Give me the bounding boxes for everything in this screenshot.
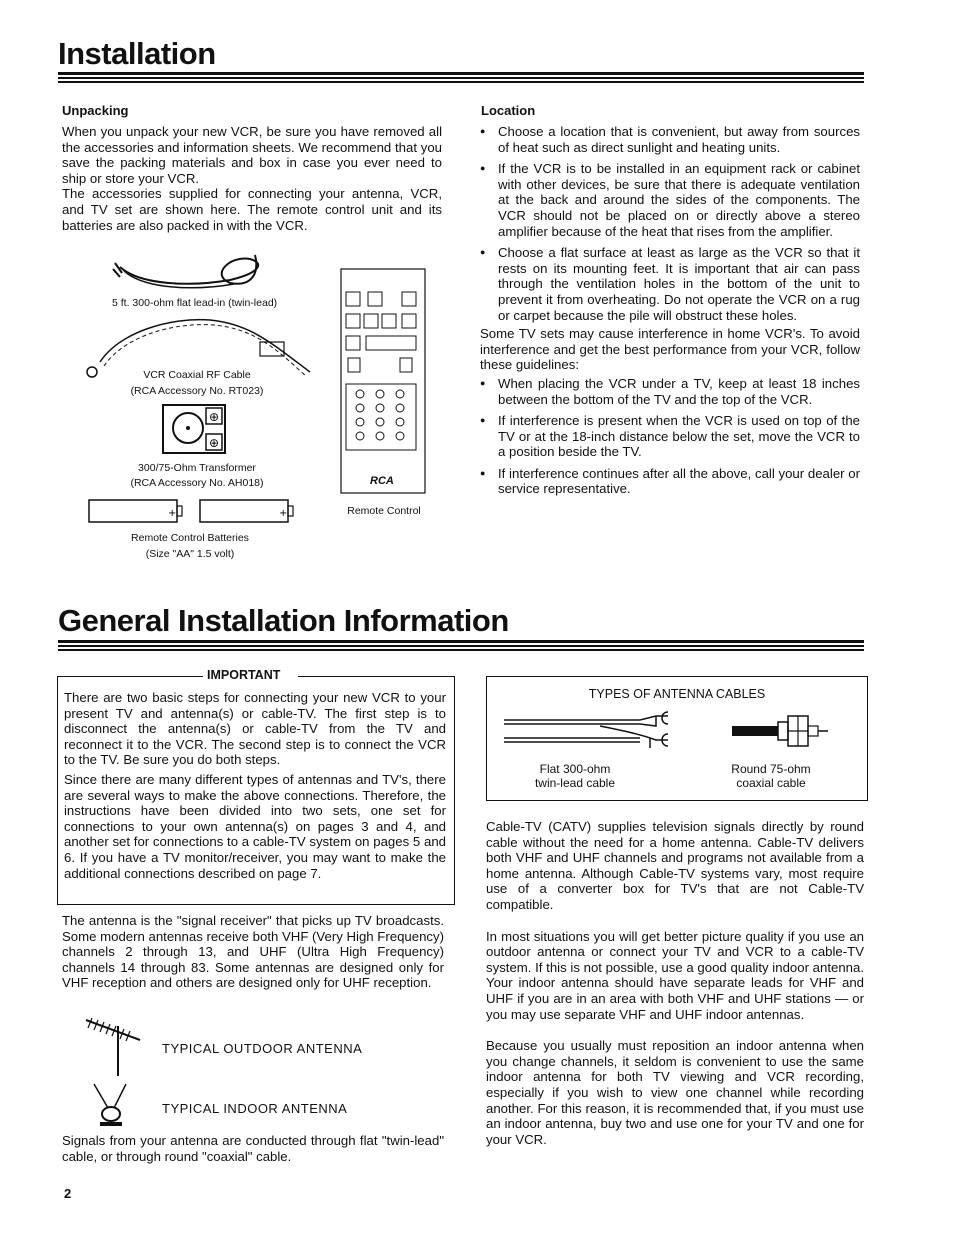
important-text [64, 690, 446, 881]
flat-cable-caption-1: Flat 300-ohm [539, 762, 611, 776]
list-item: ● If interference continues after all the above, call your dealer or service representative. [480, 466, 860, 497]
section-title-installation: Installation [58, 36, 216, 71]
transformer-caption-2: (RCA Accessory No. AH018) [130, 477, 264, 489]
signals-text [62, 1133, 444, 1164]
right-paragraph: Because you usually must reposition an indoor antenna when you change channels, it seldom is convenient to use the same indoor antenna for both TV viewing and VCR recording, especially if you wish to view one channel while recording another. For this reason, it is recommended that, if you must use an indoor antenna, buy two and use one for your TV and one for your VCR. [486, 1038, 864, 1147]
twin-lead-illustration [110, 245, 270, 295]
coax-caption-1: VCR Coaxial RF Cable [143, 369, 251, 381]
important-paragraph: Since there are many different types of antennas and TV's, there are several ways to make the above connections. Therefore, the instructions have been divided into two sets, one set for connections to your own antenna(s) on pages 3 and 4, and another set for connections to a cable-TV system on pages 5 and 6. If you have a TV monitor/receiver, you may want to make the additional connections described on page 7. [64, 771, 446, 881]
flat-cable-caption-2: twin-lead cable [534, 776, 616, 790]
title-rule [58, 640, 864, 655]
antenna-text [62, 913, 444, 991]
cable-types-title: TYPES OF ANTENNA CABLES [588, 687, 766, 701]
outdoor-antenna-label: TYPICAL OUTDOOR ANTENNA [162, 1041, 363, 1056]
antenna-paragraph: The antenna is the "signal receiver" that picks up TV broadcasts. Some modern antennas receive both VHF (Very High Frequency) channels 2 through 13, and UHF (Ultra High Frequency) channels 14 through 83. Some antennas are designed only for VHF reception and others are designed only for UHF reception. [62, 913, 444, 991]
location-bullets [480, 124, 860, 323]
important-box-top-left [57, 676, 203, 677]
round-cable-caption [716, 762, 826, 790]
svg-text:+: + [279, 508, 288, 519]
right-text [486, 819, 864, 1147]
section-title-general: General Installation Information [58, 603, 509, 638]
unpacking-paragraph: When you unpack your new VCR, be sure you have removed all the accessories and information sheets. We recommend that you save the packing materials and box in case you ever need to ship or store your VCR. [62, 124, 442, 186]
svg-text:⊕: ⊕ [208, 436, 220, 450]
remote-control-illustration [340, 268, 430, 496]
batteries-caption-2: (Size "AA" 1.5 volt) [145, 548, 235, 560]
title-rule [58, 72, 864, 87]
round-cable-caption-2: coaxial cable [736, 776, 806, 790]
right-paragraph: Cable-TV (CATV) supplies television signals directly by round cable without the need for a home antenna. Cable-TV delivers both VHF and UHF channels and programs not available from a home antenna. Although Cable-TV systems vary, most require use of a converter box for TV's that are not Cable-TV compatible. [486, 819, 864, 912]
batteries-illustration [88, 496, 298, 526]
unpacking-text [62, 124, 442, 233]
unpacking-paragraph: The accessories supplied for connecting your antenna, VCR, and TV set are shown here. The remote control unit and its batteries are also packed in with the VCR. [62, 186, 442, 233]
transformer-caption-1: 300/75-Ohm Transformer [138, 462, 256, 474]
list-item: ● Choose a flat surface at least as large as the VCR so that it rests on its mounting feet. It is important that air can pass through the ventilation holes in the bottom of the unit to prevent it from overheating. Do not operate the VCR on a rug or carpet because the pile will obstruct these holes. [480, 245, 860, 323]
remote-logo: RCA [370, 475, 394, 487]
interference-bullets [480, 376, 860, 497]
list-item: ● When placing the VCR under a TV, keep at least 18 inches between the bottom of the TV and the top of the VCR. [480, 376, 860, 407]
important-box-top-right [298, 676, 454, 677]
leadin-caption: 5 ft. 300-ohm flat lead-in (twin-lead) [112, 297, 278, 309]
important-label: IMPORTANT [207, 668, 281, 682]
interference-intro: Some TV sets may cause interference in home VCR's. To avoid interference and get the best performance from your VCR, follow these guidelines: [480, 326, 860, 373]
cable-types-illustration [500, 708, 860, 758]
list-item: ● Choose a location that is convenient, but away from sources of heat such as direct sunlight and heating units. [480, 124, 860, 155]
list-item: ● If the VCR is to be installed in an equipment rack or cabinet with other devices, be sure that there is adequate ventilation at the back and around the sides of the components. The VCR should not be placed on or directly above a stereo amplifier because of the heat that rises from the amplifier. [480, 161, 860, 239]
transformer-illustration [162, 404, 228, 456]
important-paragraph: There are two basic steps for connecting your new VCR to your present TV and antenna(s) or cable-TV. The first step is to disconnect the antenna(s) or cable-TV from the TV and reconnect it to the VCR. The second step is to connect the VCR to the TV. Be sure you do both steps. [64, 690, 446, 768]
coax-caption-2: (RCA Accessory No. RT023) [130, 385, 264, 397]
flat-cable-caption [520, 762, 630, 790]
batteries-caption-1: Remote Control Batteries [131, 532, 249, 544]
signals-paragraph: Signals from your antenna are conducted through flat "twin-lead" cable, or through round "coaxial" cable. [62, 1133, 444, 1164]
indoor-antenna-label: TYPICAL INDOOR ANTENNA [162, 1101, 348, 1116]
location-heading: Location [481, 103, 536, 118]
remote-caption: Remote Control [347, 505, 421, 517]
round-cable-caption-1: Round 75-ohm [731, 762, 811, 776]
svg-text:⊕: ⊕ [208, 410, 220, 424]
indoor-antenna-icon [90, 1082, 132, 1130]
outdoor-antenna-icon [82, 1018, 146, 1080]
location-text [480, 124, 860, 503]
page-number: 2 [64, 1186, 72, 1201]
svg-text:+: + [168, 508, 177, 519]
right-paragraph: In most situations you will get better picture quality if you use an outdoor antenna or connect your TV and VCR to a cable-TV system. If this is not possible, use a good quality indoor antenna. Your indoor antenna should have separate leads for VHF and UHF if you are in an area with both VHF and UHF stations — or you may use separate VHF and UHF indoor antennas. [486, 928, 864, 1022]
list-item: ● If interference is present when the VCR is used on top of the TV or at the 18-inch distance below the set, move the VCR to a position beside the TV. [480, 413, 860, 460]
unpacking-heading: Unpacking [62, 103, 129, 118]
